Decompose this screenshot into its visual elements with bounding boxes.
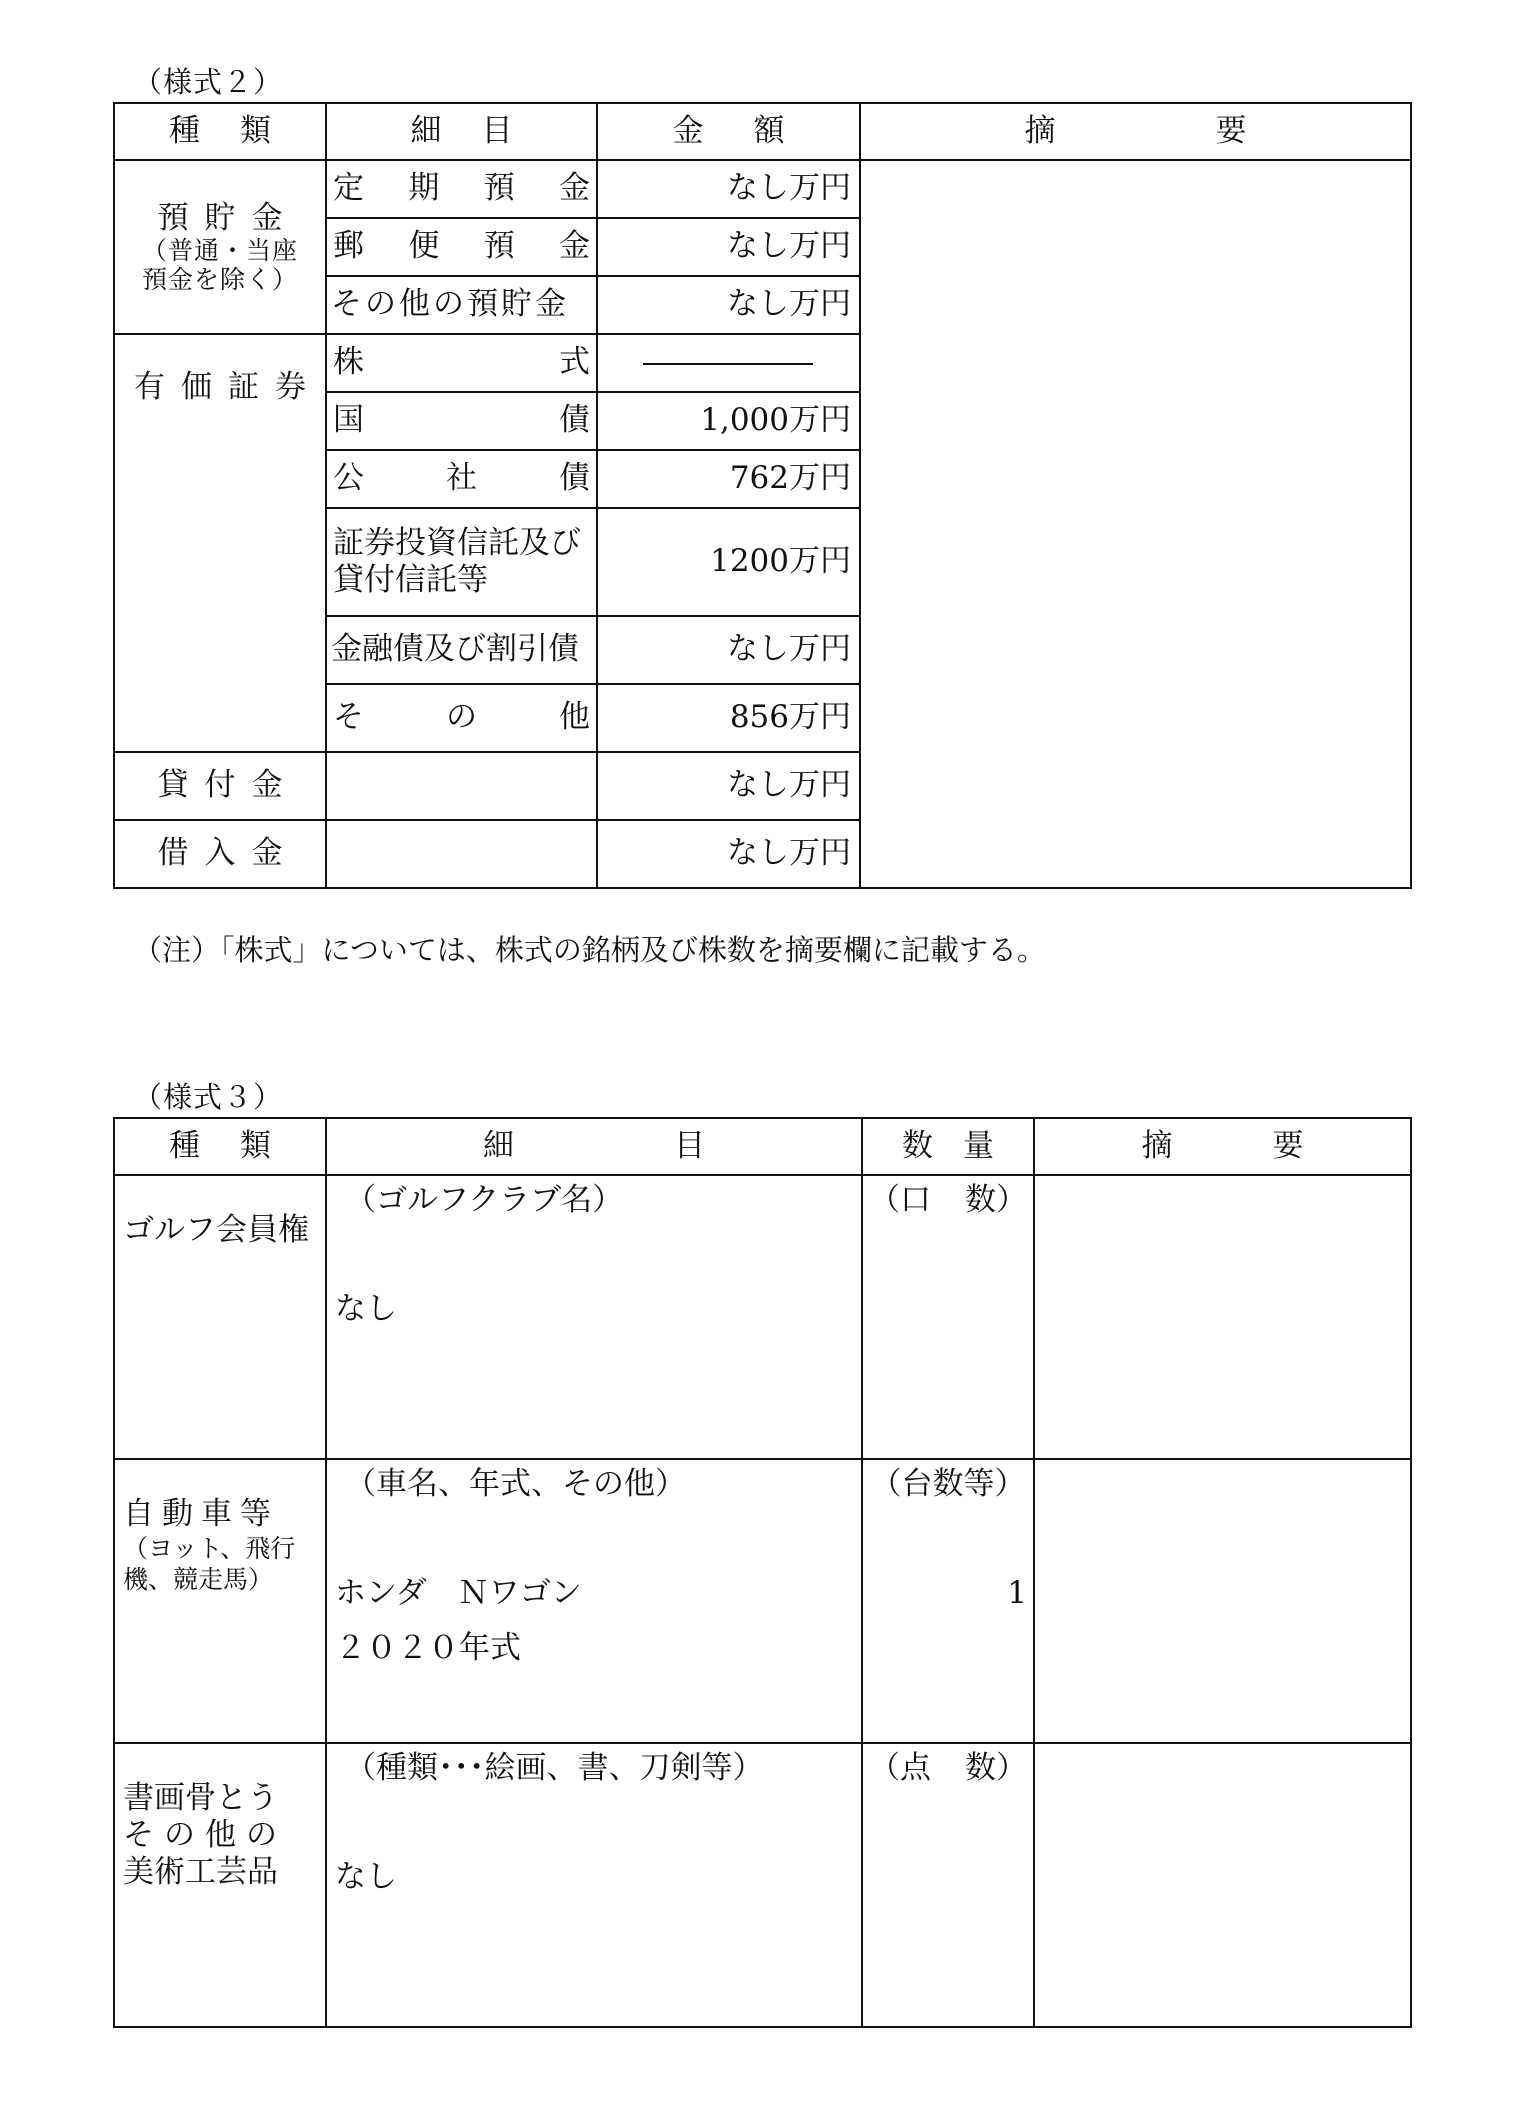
- item-char: 預: [483, 228, 515, 265]
- item-char: 債: [559, 460, 590, 497]
- form3-label: （様式３）: [133, 1080, 284, 1114]
- header-item: [326, 103, 597, 160]
- securities-category: 有価証券: [134, 369, 322, 405]
- amount-cell: 762万円: [597, 450, 860, 508]
- item-cell: [326, 508, 597, 616]
- blank-dash: [643, 363, 813, 365]
- header-remarks: [1034, 1118, 1411, 1175]
- header-kind-char-1: 種: [169, 112, 200, 149]
- quantity-hint-part: 数）: [965, 1750, 1027, 1786]
- amount-cell: なし万円: [597, 616, 860, 684]
- header-kind-char-2: 類: [240, 112, 271, 149]
- item-char: 金: [558, 170, 590, 207]
- vehicles-item-value-2: ２０２０年式: [335, 1630, 521, 1667]
- art-item-value: なし: [335, 1859, 397, 1896]
- remarks-cell: [860, 160, 1411, 888]
- quantity-hint-part: 数）: [965, 1182, 1027, 1218]
- item-cell-empty: [326, 820, 597, 888]
- header-item-char-1: 細: [410, 112, 442, 149]
- deposit-row: [114, 160, 1411, 218]
- art-category-line-2: その他の: [123, 1817, 287, 1854]
- form3-table: [113, 1117, 1412, 2028]
- item-cell: [326, 450, 597, 508]
- amount-cell: 1,000万円: [597, 392, 860, 450]
- form2-header-row: [114, 103, 1411, 160]
- item-char: 期: [408, 170, 440, 207]
- header-kind-char-1: 種: [169, 1127, 200, 1164]
- vehicles-remarks-cell: [1034, 1459, 1411, 1743]
- art-category-cell: [114, 1743, 326, 2027]
- vehicles-quantity-value: 1: [1007, 1575, 1027, 1612]
- vehicles-row: [114, 1459, 1411, 1743]
- golf-item-value: なし: [335, 1291, 397, 1328]
- form3-header-row: [114, 1118, 1411, 1175]
- vehicles-category-sub-2: 機、競走馬）: [123, 1565, 274, 1595]
- item-char: 他: [559, 699, 590, 736]
- item-char: 預: [483, 170, 515, 207]
- art-category-line-3: 美術工芸品: [123, 1854, 278, 1891]
- golf-item-cell: [326, 1175, 862, 1459]
- item-char: 株: [333, 344, 364, 381]
- header-remarks-char-1: 摘: [1141, 1127, 1173, 1164]
- item-char: 債: [559, 402, 590, 439]
- header-kind: [114, 1118, 326, 1175]
- item-char: 国: [333, 402, 364, 439]
- item-char: 定: [333, 170, 364, 207]
- item-cell: [326, 160, 597, 218]
- item-cell-empty: [326, 752, 597, 820]
- amount-cell: なし万円: [597, 276, 860, 334]
- vehicles-item-hint: （車名、年式、その他）: [345, 1466, 686, 1502]
- form2-note: （注）「株式」については、株式の銘柄及び株数を摘要欄に記載する。: [133, 933, 1046, 967]
- golf-row: [114, 1175, 1411, 1459]
- golf-quantity-cell: [862, 1175, 1034, 1459]
- item-cell: [326, 684, 597, 752]
- header-quantity-char-1: 数: [902, 1127, 933, 1164]
- vehicles-item-value-1: ホンダ Ｎワゴン: [335, 1575, 582, 1612]
- item-cell: [326, 392, 597, 450]
- vehicles-quantity-hint: （台数等）: [870, 1466, 1026, 1502]
- item-char: 社: [446, 460, 477, 497]
- item-char: 公: [333, 460, 364, 497]
- art-item-hint: （種類･･･絵画、書、刀剣等）: [345, 1750, 764, 1786]
- vehicles-category-sub-1: （ヨット、飛行: [123, 1534, 296, 1564]
- quantity-hint-part: （口: [869, 1182, 931, 1218]
- form2-label: （様式２）: [133, 65, 284, 99]
- loans-receivable-category: 貸付金: [157, 767, 299, 804]
- amount-cell: なし万円: [597, 218, 860, 276]
- item-cell: [326, 276, 597, 334]
- amount-cell: 1200万円: [597, 508, 860, 616]
- securities-category-cell: [114, 334, 326, 752]
- form2-table: [113, 102, 1412, 889]
- item-char: 郵: [333, 228, 364, 265]
- golf-category: ゴルフ会員権: [114, 1175, 326, 1459]
- art-quantity-cell: [862, 1743, 1034, 2027]
- deposits-category-sub-2: 預金を除く）: [141, 264, 298, 294]
- loans-receivable-category-cell: [114, 752, 326, 820]
- header-item-char-2: 目: [674, 1127, 705, 1164]
- item-text: その他の預貯金: [331, 286, 569, 323]
- golf-remarks-cell: [1034, 1175, 1411, 1459]
- borrowings-category: 借入金: [157, 835, 299, 872]
- art-category-line-1: 書画骨とう: [123, 1780, 278, 1816]
- header-kind: [114, 103, 326, 160]
- art-item-cell: [326, 1743, 862, 2027]
- item-char: そ: [333, 699, 364, 736]
- item-char: 金: [558, 228, 590, 265]
- amount-cell: なし万円: [597, 160, 860, 218]
- art-remarks-cell: [1034, 1743, 1411, 2027]
- header-remarks-char-2: 要: [1272, 1127, 1304, 1164]
- item-cell: [326, 334, 597, 392]
- deposits-category-cell: [114, 160, 326, 334]
- item-char: の: [446, 699, 477, 736]
- header-remarks-char-1: 摘: [1024, 112, 1056, 149]
- item-text: 金融債及び割引債: [331, 631, 579, 668]
- item-line-2: 貸付信託等: [333, 562, 488, 598]
- header-amount: [597, 103, 860, 160]
- item-char: 式: [559, 344, 590, 381]
- header-item-char-1: 細: [483, 1127, 514, 1164]
- item-cell: [326, 218, 597, 276]
- header-item-char-2: 目: [481, 112, 513, 149]
- header-kind-char-2: 類: [240, 1127, 271, 1164]
- amount-cell: なし万円: [597, 820, 860, 888]
- header-amount-char-1: 金: [672, 112, 704, 149]
- amount-cell-blank: [597, 334, 860, 392]
- header-remarks-char-2: 要: [1215, 112, 1247, 149]
- header-item: [326, 1118, 862, 1175]
- borrowings-category-cell: [114, 820, 326, 888]
- golf-item-hint: （ゴルフクラブ名）: [345, 1182, 624, 1218]
- header-amount-char-2: 額: [753, 112, 785, 149]
- amount-cell: なし万円: [597, 752, 860, 820]
- vehicles-item-cell: [326, 1459, 862, 1743]
- quantity-hint-part: （点: [869, 1750, 931, 1786]
- header-quantity-char-2: 量: [963, 1127, 994, 1164]
- header-remarks: [860, 103, 1411, 160]
- deposits-category-sub-1: （普通・当座: [141, 235, 298, 265]
- item-char: 便: [408, 228, 440, 265]
- art-row: [114, 1743, 1411, 2027]
- deposits-category: 預貯金: [157, 199, 299, 236]
- item-line-1: 証券投資信託及び: [333, 524, 581, 561]
- vehicles-category-cell: [114, 1459, 326, 1743]
- item-cell: [326, 616, 597, 684]
- vehicles-category: 自動車等: [123, 1496, 279, 1532]
- header-quantity: [862, 1118, 1034, 1175]
- amount-cell: 856万円: [597, 684, 860, 752]
- vehicles-quantity-cell: [862, 1459, 1034, 1743]
